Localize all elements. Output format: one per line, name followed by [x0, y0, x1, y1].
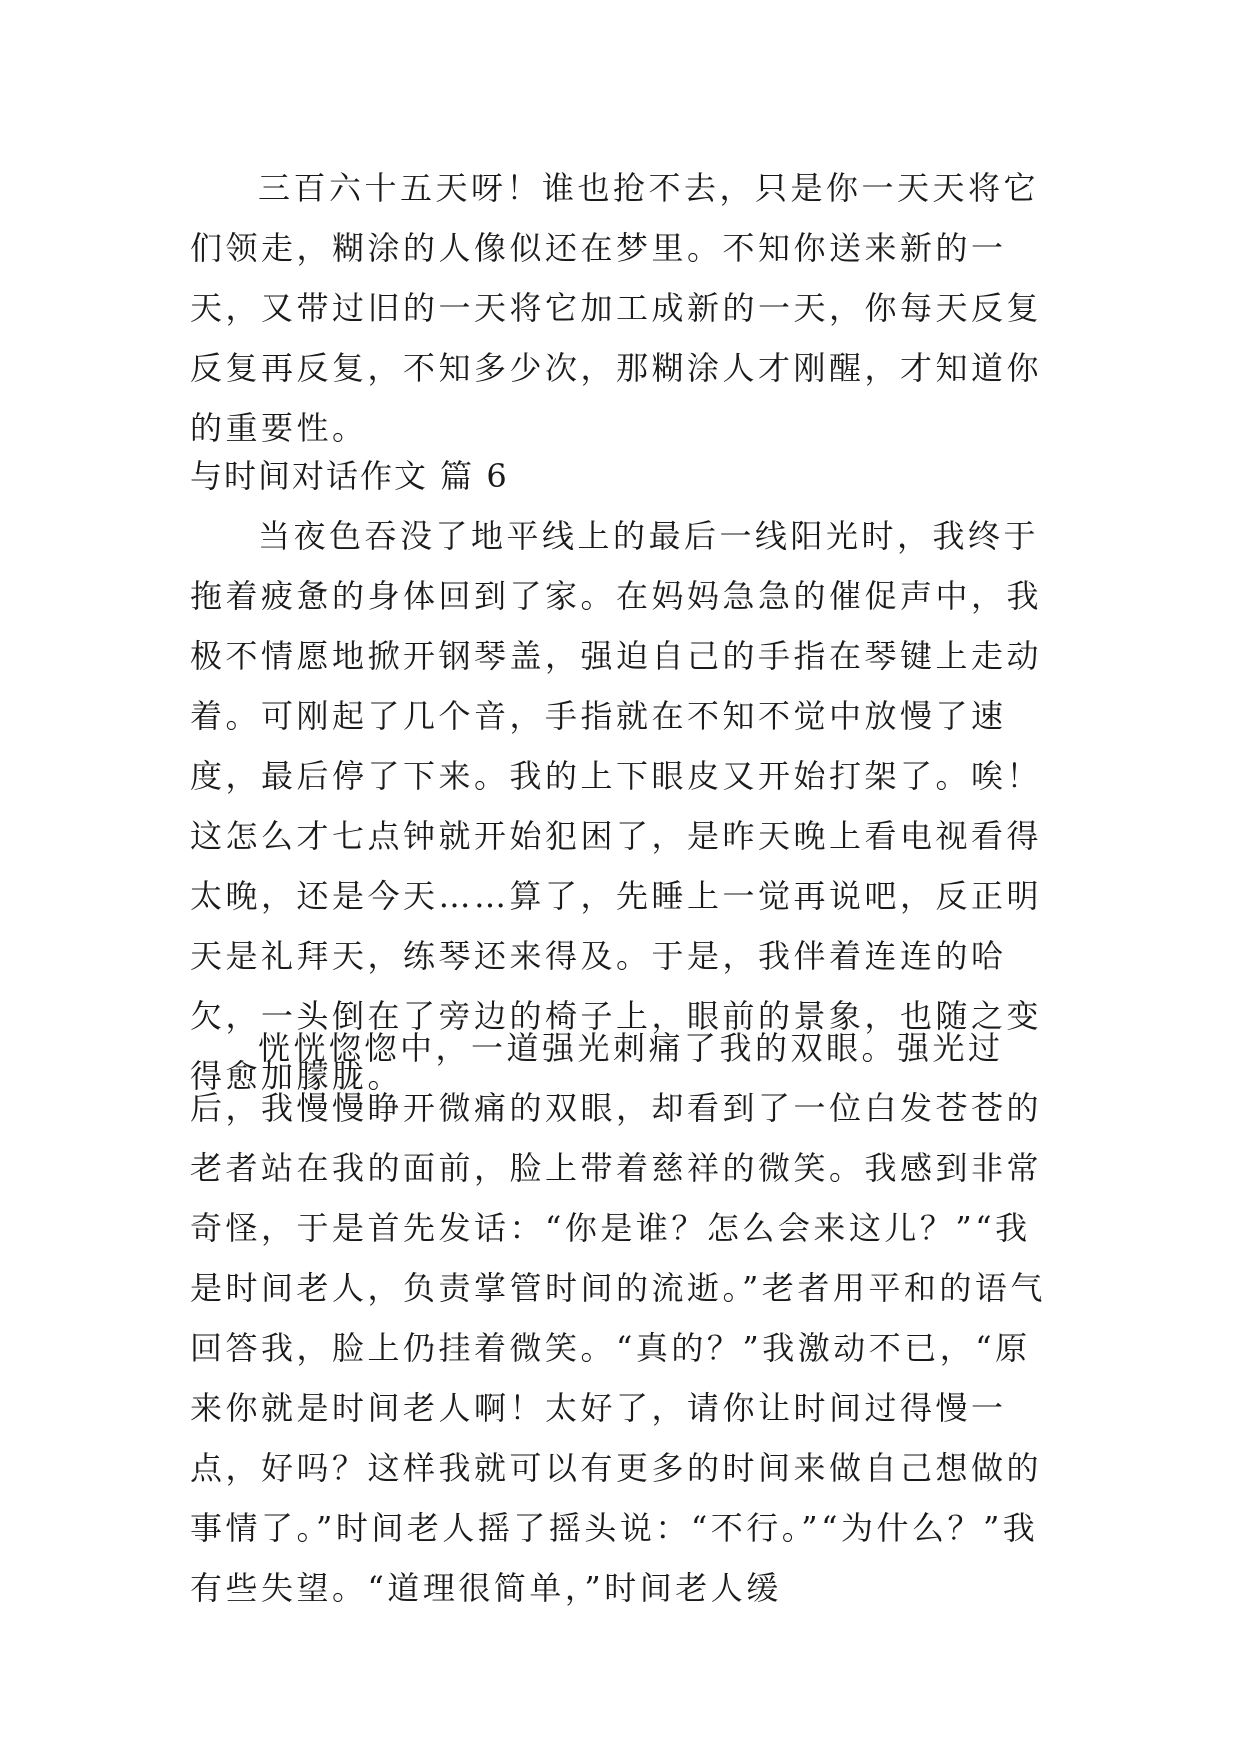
paragraph-block-1	[190, 158, 1050, 458]
paragraph-2: 当夜色吞没了地平线上的最后一线阳光时，我终于拖着疲惫的身体回到了家。在妈妈急急的催促声中，我极不情愿地掀开钢琴盖，强迫自己的手指在琴键上走动着。可刚起了几个音，手指就在不知不觉中放慢了速度，最后停了下来。我的上下眼皮又开始打架了。唉！这怎么才七点钟就开始犯困了，是昨天晚上看电视看得太晚，还是今天……算了，先睡上一觉再说吧，反正明天是礼拜天，练琴还来得及。于是，我伴着连连的哈欠，一头倒在了旁边的椅子上，眼前的景象，也随之变得愈加朦胧。	[190, 517, 1043, 1095]
paragraph-block-2	[190, 506, 1050, 1106]
section-heading: 与时间对话作文 篇 6	[190, 457, 509, 495]
paragraph-3: 恍恍惚惚中，一道强光刺痛了我的双眼。强光过后，我慢慢睁开微痛的双眼，却看到了一位白发苍苍的老者站在我的面前，脸上带着慈祥的微笑。我感到非常奇怪，于是首先发话：“你是谁？怎么会来这儿？”“我是时间老人，负责掌管时间的流逝。”老者用平和的语气回答我，脸上仍挂着微笑。“真的？”我激动不已，“原来你就是时间老人啊！太好了，请你让时间过得慢一点，好吗？这样我就可以有更多的时间来做自己想做的事情了。”时间老人摇了摇头说：“不行。”“为什么？”我有些失望。“道理很简单，”时间老人缓	[190, 1029, 1046, 1607]
paragraph-block-3	[190, 1018, 1050, 1618]
paragraph-1: 三百六十五天呀！谁也抢不去，只是你一天天将它们领走，糊涂的人像似还在梦里。不知你送来新的一天，又带过旧的一天将它加工成新的一天，你每天反复反复再反复，不知多少次，那糊涂人才刚醒，才知道你的重要性。	[190, 169, 1043, 447]
